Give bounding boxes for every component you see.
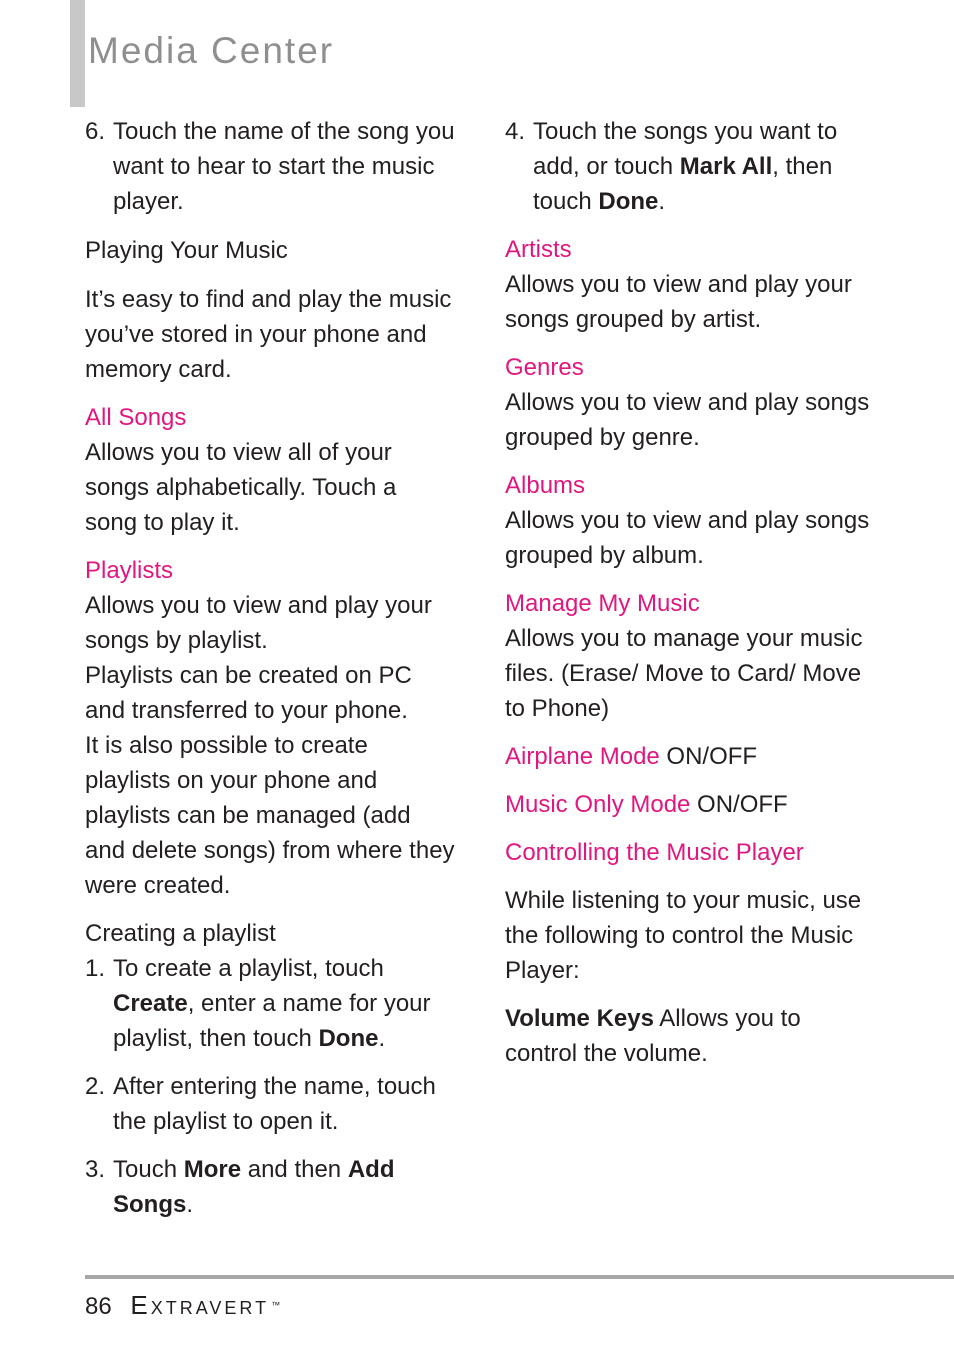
all-songs-description: Allows you to view all of your songs alphabetically. Touch a song to play it. [85, 439, 397, 536]
trademark-symbol: ™ [271, 1300, 281, 1310]
volume-keys-description: Allows you to control the volume. [505, 1005, 801, 1067]
heading-genres: Genres [505, 354, 584, 381]
done-term: Done [318, 1025, 379, 1052]
heading-all-songs: All Songs [85, 404, 187, 431]
step-4 [505, 114, 877, 219]
done-term: Done [598, 188, 659, 215]
step-number: 1. [85, 955, 106, 982]
footer [85, 1290, 280, 1322]
step-1 [85, 951, 455, 1056]
step-number: 2. [85, 1073, 106, 1100]
volume-keys-line [505, 1001, 877, 1071]
step-text: After entering the name, touch the playlist to open it. [113, 1073, 436, 1135]
volume-keys-term: Volume Keys [505, 1005, 654, 1032]
music-only-mode-suffix: ON/OFF [690, 791, 788, 818]
step-text: To create a playlist, touch [113, 955, 384, 982]
brand-name: Extravert [130, 1290, 270, 1320]
playing-description: It’s easy to find and play the music you’ve stored in your phone and memory card. [85, 286, 452, 383]
heading-manage-my-music: Manage My Music [505, 590, 700, 617]
controlling-description: While listening to your music, use the following to control the Music Player: [505, 887, 862, 984]
step-text: . [186, 1191, 194, 1218]
heading-airplane-mode: Airplane Mode [505, 743, 660, 770]
playlists-description-3: It is also possible to create playlists on your phone and playlists can be managed (add and delete songs) from where they were created. [85, 732, 455, 899]
step-text: Touch the name of the song you want to hear to start the music player. [113, 118, 455, 215]
step-text: and then [241, 1156, 348, 1183]
manage-description: Allows you to manage your music files. (Erase/ Move to Card/ Move to Phone) [505, 625, 863, 722]
heading-artists: Artists [505, 236, 572, 263]
title-accent-bar [70, 0, 85, 107]
step-text: . [378, 1025, 386, 1052]
step-number: 6. [85, 118, 106, 145]
section-heading-playing: Playing Your Music [85, 237, 288, 264]
playlists-description-1: Allows you to view and play your songs by playlist. [85, 592, 432, 654]
airplane-mode-line [505, 739, 877, 774]
heading-playlists: Playlists [85, 557, 174, 584]
create-term: Create [113, 990, 188, 1017]
heading-controlling: Controlling the Music Player [505, 839, 804, 866]
airplane-mode-suffix: ON/OFF [659, 743, 758, 770]
add-songs-term: Add Songs [113, 1156, 395, 1218]
heading-music-only-mode: Music Only Mode [505, 791, 691, 818]
step-text: , then touch [533, 153, 833, 215]
step-text: Touch the songs you want to add, or touch [533, 118, 838, 180]
albums-description: Allows you to view and play songs grouped by album. [505, 507, 870, 569]
page-number: 86 [85, 1293, 112, 1320]
right-column [505, 114, 877, 1071]
section-heading-creating: Creating a playlist [85, 920, 276, 947]
artists-description: Allows you to view and play your songs grouped by artist. [505, 271, 852, 333]
step-text: Touch [113, 1156, 184, 1183]
step-number: 3. [85, 1156, 106, 1183]
footer-rule [85, 1275, 954, 1279]
step-number: 4. [505, 118, 526, 145]
heading-albums: Albums [505, 472, 586, 499]
page-title: Media Center [88, 30, 335, 71]
mark-all-term: Mark All [679, 153, 773, 180]
music-only-mode-line [505, 787, 877, 822]
left-column [85, 114, 455, 1222]
step-3 [85, 1152, 455, 1222]
step-text: . [658, 188, 666, 215]
step-6 [85, 114, 455, 219]
step-text: , enter a name for your playlist, then touch [113, 990, 431, 1052]
playlists-description-2: Playlists can be created on PC and transferred to your phone. [85, 662, 412, 724]
genres-description: Allows you to view and play songs grouped by genre. [505, 389, 870, 451]
step-2 [85, 1069, 455, 1139]
more-term: More [183, 1156, 242, 1183]
